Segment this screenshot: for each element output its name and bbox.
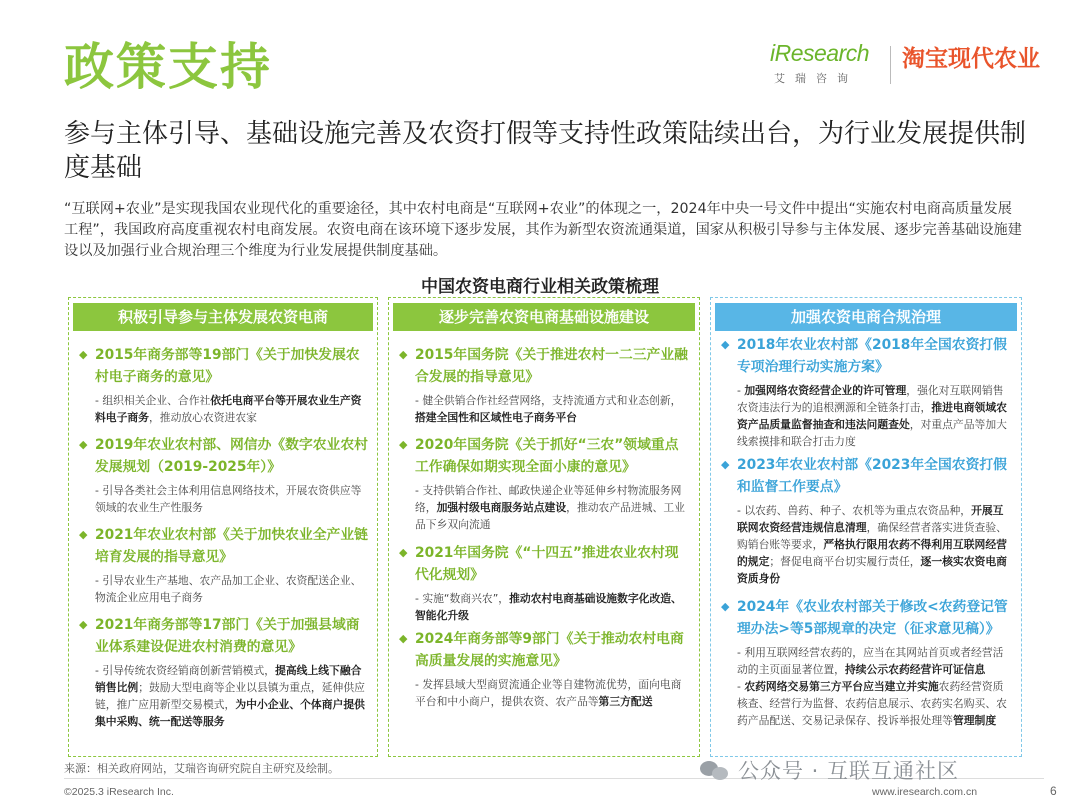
diamond-bullet-icon: ◆: [721, 458, 730, 471]
policy-item: [399, 434, 691, 533]
logo-divider: [890, 46, 891, 84]
policy-desc-highlight: 依托电商平台等开展农业生产资料电子商务: [95, 394, 362, 424]
policy-desc-text: - 健全供销合作社经营网络，支持流通方式和业态创新，: [415, 394, 682, 407]
policy-item: [79, 524, 369, 606]
policy-desc-highlight: 推动农村电商基础设施数字化改造、智能化升级: [415, 592, 682, 622]
section-title: 中国农资电商行业相关政策梳理: [421, 277, 659, 297]
policy-desc-text: - 组织相关企业、合作社: [95, 394, 211, 407]
policy-desc-highlight: 逐一核实农资电商资质身份: [737, 555, 1007, 585]
policy-desc-text: - 支持供销合作社、邮政快递企业等延伸乡村物流服务网络，: [415, 484, 682, 514]
policy-desc-highlight: 管理制度: [952, 714, 997, 727]
policy-desc: [399, 392, 691, 426]
policy-column-infrastructure: [388, 297, 700, 757]
column-header: 逐步完善农资电商基础设施建设: [393, 303, 695, 331]
policy-desc-text: - 实施“数商兴农”，: [415, 592, 510, 605]
diamond-bullet-icon: ◆: [399, 546, 408, 559]
website-url: www.iresearch.com.cn: [872, 786, 978, 798]
policy-column-compliance: [710, 297, 1022, 757]
taobao-agri-logo: 淘宝现代农业: [902, 46, 1040, 72]
policy-item: [79, 614, 369, 730]
policy-desc-highlight: 第三方配送: [598, 695, 653, 708]
policy-desc: [721, 502, 1013, 587]
policy-desc-highlight: 严格执行限用农药不得利用互联网经营的规定: [737, 538, 1007, 568]
page-subtitle: 参与主体引导、基础设施完善及农资打假等支持性政策陆续出台，为行业发展提供制度基础: [64, 119, 1027, 183]
diamond-bullet-icon: ◆: [399, 632, 408, 645]
policy-desc-text: ，对重点产品等加大线索摸排和联合打击力度: [737, 418, 1007, 448]
policy-item: [721, 454, 1013, 587]
policy-item: [79, 344, 369, 426]
policy-column-participants: [68, 297, 378, 757]
policy-desc: [79, 482, 369, 516]
policy-title: 2023年农业农村部《2023年全国农资打假和监督工作要点》: [737, 457, 1007, 495]
policy-desc-text: ；鼓励大型电商等企业以县镇为重点，延伸供应链，推广应用新型交易模式，: [95, 681, 365, 711]
policy-desc-highlight: 为中小企业、个体商户提供集中采购、统一配送等服务: [95, 698, 365, 728]
policy-title: 2021年商务部等17部门《关于加强县域商业体系建设促进农村消费的意见》: [95, 617, 360, 655]
policy-desc-text: ，确保经营者落实进货查验、购销台账等要求，: [737, 521, 1007, 551]
policy-desc: [721, 644, 1013, 729]
policy-title: 2015年国务院《关于推进农村一二三产业融合发展的指导意见》: [415, 347, 688, 385]
policy-desc-highlight: 加强村级电商服务站点建设: [436, 501, 567, 514]
policy-desc-highlight: 持续公示农药经营许可证信息: [844, 663, 986, 676]
policy-title: 2024年《农业农村部关于修改<农药登记管理办法>等5部规章的决定（征求意见稿）》: [737, 599, 1008, 637]
policy-title: 2019年农业农村部、网信办《数字农业农村发展规划（2019-2025年）》: [95, 437, 368, 475]
policy-desc-text: ；督促电商平台切实履行责任，: [769, 555, 921, 568]
policy-item: [399, 344, 691, 426]
diamond-bullet-icon: ◆: [399, 348, 408, 361]
column-header: 积极引导参与主体发展农资电商: [73, 303, 373, 331]
policy-desc-text: - 发挥县域大型商贸流通企业等自建物流优势，面向电商平台和中小商户，提供农资、农产品等: [415, 678, 682, 708]
policy-desc-text: - 引导农业生产基地、农产品加工企业、农资配送企业、物流企业应用电子商务: [95, 574, 362, 604]
page-number: 6: [1050, 784, 1057, 798]
policy-desc-text: ，推动放心农资进农家: [148, 411, 257, 424]
diamond-bullet-icon: ◆: [79, 528, 88, 541]
diamond-bullet-icon: ◆: [79, 438, 88, 451]
policy-desc-highlight: 提高线上线下融合销售比例: [95, 664, 362, 694]
policy-desc-text: ，推动农产品进城、工业品下乡双向流通: [415, 501, 685, 531]
diamond-bullet-icon: ◆: [79, 618, 88, 631]
watermark-text: 公众号 · 互联互通社区: [738, 759, 960, 783]
source-note: 来源：相关政府网站，艾瑞咨询研究院自主研究及绘制。: [64, 762, 339, 775]
iresearch-logo: [770, 42, 882, 92]
policy-desc-text: - 引导各类社会主体利用信息网络技术，开展农资供应等领域的农业生产性服务: [95, 484, 362, 514]
policy-desc-text: -: [737, 680, 745, 693]
policy-item: [79, 434, 369, 516]
policy-desc-text: - 引导传统农资经销商创新营销模式，: [95, 664, 276, 677]
policy-desc-text: - 以农药、兽药、种子、农机等为重点农资品种，: [737, 504, 972, 517]
policy-desc: [399, 590, 691, 624]
policy-desc-highlight: 加强网络农资经营企业的许可管理: [744, 384, 907, 397]
policy-desc: [399, 482, 691, 533]
diamond-bullet-icon: ◆: [79, 348, 88, 361]
policy-item: [399, 628, 691, 710]
policy-desc-text: -: [737, 384, 745, 397]
policy-desc-text: 农药经营资质核查、经营行为监督、农药信息展示、农药实名购买、农药产品配送、交易记录保存、投诉举报处理等: [737, 680, 1007, 727]
policy-desc-text: - 利用互联网经营农药的，应当在其网站首页或者经营活动的主页面显著位置，: [737, 646, 1004, 676]
diamond-bullet-icon: ◆: [721, 600, 730, 613]
policy-desc: [79, 662, 369, 730]
policy-desc: [79, 392, 369, 426]
intro-paragraph: “互联网+农业”是实现我国农业现代化的重要途径，其中农村电商是“互联网+农业”的体现之一，2024年中央一号文件中提出“实施农村电商高质量发展工程”，我国政府高度重视农村电商发展。农资电商在该环境下逐步发展，其作为新型农资流通渠道，国家从积极引导参与主体发展、逐步完善基础设施建设以及加强行业合规治理三个维度为行业发展提供制度基础。: [64, 201, 1022, 259]
diamond-bullet-icon: ◆: [721, 338, 730, 351]
policy-desc-highlight: 农药网络交易第三方平台应当建立并实施: [744, 680, 939, 693]
watermark: [700, 752, 959, 788]
copyright: ©2025.3 iResearch Inc.: [64, 786, 174, 798]
policy-desc: [721, 382, 1013, 450]
policy-desc-highlight: 搭建全国性和区域性电子商务平台: [415, 411, 577, 424]
policy-title: 2021年农业农村部《关于加快农业全产业链培育发展的指导意见》: [95, 527, 368, 565]
iresearch-logo-cn: 艾瑞咨询: [774, 72, 858, 85]
policy-desc-highlight: 开展互联网农资经营违规信息清理: [737, 504, 1004, 534]
wechat-icon: [700, 759, 730, 781]
policy-title: 2024年商务部等9部门《关于推动农村电商高质量发展的实施意见》: [415, 631, 684, 669]
policy-title: 2018年农业农村部《2018年全国农资打假专项治理行动实施方案》: [737, 337, 1007, 375]
column-header: 加强农资电商合规治理: [715, 303, 1017, 331]
policy-desc: [79, 572, 369, 606]
iresearch-logo-text: iResearch: [770, 40, 870, 66]
policy-desc: [399, 676, 691, 710]
diamond-bullet-icon: ◆: [399, 438, 408, 451]
policy-title: 2015年商务部等19部门《关于加快发展农村电子商务的意见》: [95, 347, 360, 385]
policy-item: [721, 334, 1013, 450]
policy-title: 2021年国务院《“十四五”推进农业农村现代化规划》: [415, 545, 679, 583]
policy-desc-text: ，强化对互联网销售农资违法行为的追根溯源和全链条打击，: [737, 384, 1004, 414]
policy-title: 2020年国务院《关于抓好“三农”领域重点工作确保如期实现全面小康的意见》: [415, 437, 679, 475]
policy-desc-highlight: 推进电商领域农资产品质量监督抽查和违法问题查处: [737, 401, 1007, 431]
policy-item: [399, 542, 691, 624]
policy-item: [721, 596, 1013, 729]
page-title: 政策支持: [64, 38, 272, 96]
